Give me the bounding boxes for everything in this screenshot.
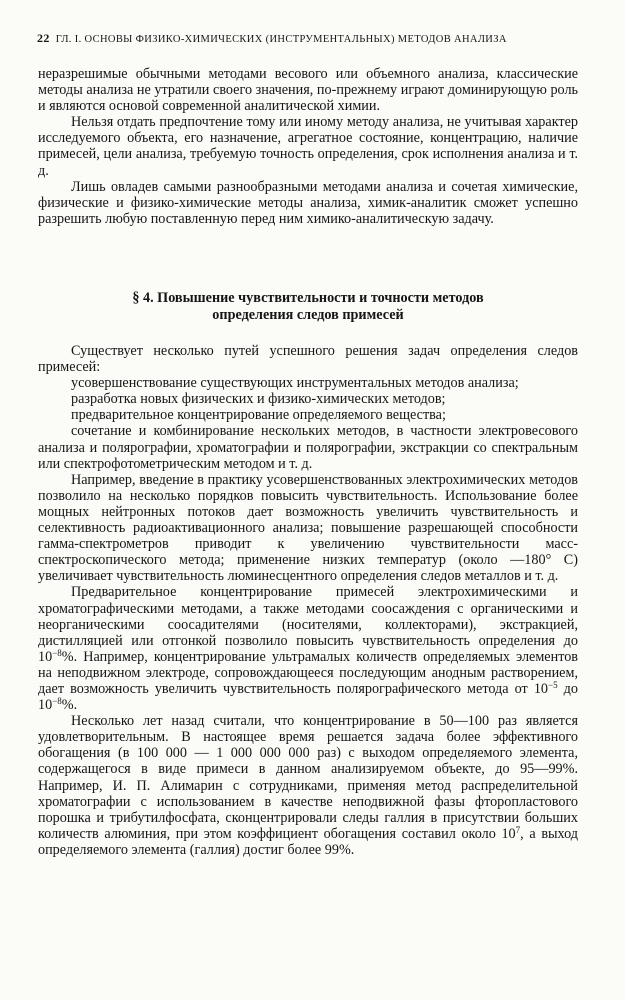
text-run: Несколько лет назад считали, что концентрирование в 50—100 раз является удовлетворительным. В настоящее время решается задача более эффективного обогащения (в 100 000 — 1 000 000 000 раз) с выходом определяемого элемента, содержащегося в виде примеси в данном анализируемом объекте, до 95—99%. Например, И. П. Алимарин с сотрудниками, применяя метод распределительной хроматографии с использованием в качестве неподвижной фазы фторопластового порошка и трибутилфосфата, сконцентрировали следы галлия в присутствии больших количеств алюминия, при этом коэффициент обогащения составил около 10 xyxy=(38,713,578,842)
intro-text xyxy=(38,66,578,227)
section-heading xyxy=(38,290,578,323)
text-run: %. Например, концентрирование ультрамалых количеств определяемых элементов на неподвижном электроде, сопровождающееся последующим анодным растворением, дает возможность увеличить чувствительность полярографического метода от 10 xyxy=(38,648,578,697)
page-number: 22 xyxy=(37,31,50,45)
section-heading-line2: определения следов примесей xyxy=(212,306,404,323)
text-run: %. xyxy=(61,697,78,714)
paragraph: неразрешимые обычными методами весового или объемного анализа, классические методы анализа не утратили своего значения, по-прежнему играют доминирующую роль и являются основой современной аналитической химии. xyxy=(38,66,578,115)
section-body xyxy=(38,343,578,858)
paragraph xyxy=(38,584,578,713)
running-title: ГЛ. I. ОСНОВЫ ФИЗИКО-ХИМИЧЕСКИХ (ИНСТРУМЕНТАЛЬНЫХ) МЕТОДОВ АНАЛИЗА xyxy=(55,34,507,45)
paragraph: Лишь овладев самыми разнообразными методами анализа и сочетая химические, физические и физико-химические методы анализа, химик-аналитик сможет успешно разрешить любую поставленную перед ним химико-аналитическую задачу. xyxy=(38,178,578,227)
running-header xyxy=(37,31,577,46)
exponent: 7 xyxy=(515,824,521,835)
list-item: усовершенствование существующих инструментальных методов анализа; xyxy=(71,375,519,392)
text-run: , а выход определяемого элемента (галлия) достиг более 99%. xyxy=(38,825,579,858)
paragraph: Существует несколько путей успешного решения задач определения следов примесей: xyxy=(38,343,578,376)
paragraph: Например, введение в практику усовершенствованных электрохимических методов позволило на несколько порядков повысить чувствительность. Использование более мощных нейтронных потоков дает возможность увеличить чувствительность и селективность радиоактивационного анализа; повышение разрешающей способности гамма-спектрометров приводит к увеличению чувствительности масс-спектроскопического метода; применение низких температур (около —180° С) увеличивает чувствительность люминесцентного определения следов металлов и т. д. xyxy=(38,471,578,585)
exponent: −8 xyxy=(52,647,62,658)
paragraph xyxy=(38,713,578,858)
text-run: Предварительное концентрирование примесей электрохимическими и хроматографическими методами, а также методами соосаждения с органическими и неорганическими соосадителями (носителями, коллекторами), экстракцией, дистилляцией или отгонкой позволило повысить чувствительность определения до 10 xyxy=(38,584,578,665)
paragraph: Нельзя отдать предпочтение тому или иному методу анализа, не учитывая характер исследуемого объекта, его назначение, агрегатное состояние, концентрацию, наличие примесей, цели анализа, требуемую точность определения, срок исполнения анализа и т. д. xyxy=(38,114,578,179)
list-item: предварительное концентрирование определяемого вещества; xyxy=(71,407,446,424)
text-run: до 10 xyxy=(38,680,578,714)
exponent: −5 xyxy=(548,679,558,690)
list-item: сочетание и комбинирование нескольких методов, в частности электровесового анализа и полярографии, хроматографии и полярографии, экстракции со спектральным или спектрофотометрическим методом и т. д. xyxy=(38,423,578,472)
exponent: −8 xyxy=(52,696,62,707)
section-heading-line1: § 4. Повышение чувствительности и точности методов xyxy=(132,290,484,306)
list-item: разработка новых физических и физико-химических методов; xyxy=(71,391,446,408)
